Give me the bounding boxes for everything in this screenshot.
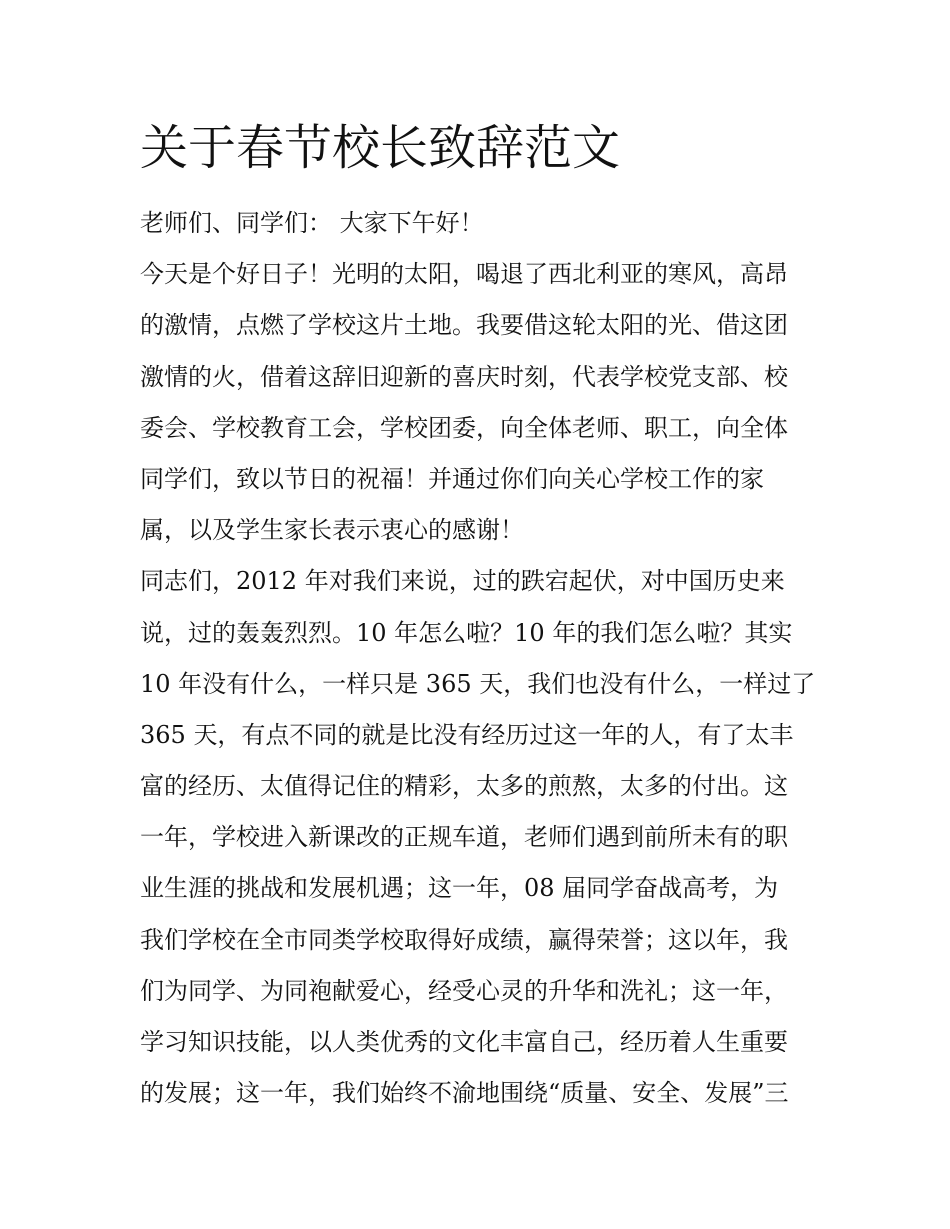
paragraph-new-year-wishes xyxy=(140,249,820,556)
text-line: 同学们，致以节日的祝福！并通过你们向关心学校工作的家 xyxy=(140,464,764,493)
text-line: 富的经历、太值得记住的精彩，太多的煎熬，太多的付出。这 xyxy=(140,772,788,801)
text-line: 今天是个好日子！光明的太阳，喝退了西北利亚的寒风，高昂 xyxy=(140,260,788,289)
document-title: 关于春节校长致辞范文 xyxy=(140,120,621,176)
text-line: 激情的火，借着这辞旧迎新的喜庆时刻，代表学校党支部、校 xyxy=(140,362,788,391)
text-line: 业生涯的挑战和发展机遇；这一年，08 届同学奋战高考，为 xyxy=(140,874,779,903)
text-line: 的发展；这一年，我们始终不渝地围绕“质量、安全、发展”三 xyxy=(140,1079,789,1108)
document-body xyxy=(140,198,820,1119)
paragraph-year-review xyxy=(140,556,820,1119)
text-line: 一年，学校进入新课改的正规车道，老师们遇到前所未有的职 xyxy=(140,823,788,852)
paragraph-greeting xyxy=(140,198,820,249)
text-line: 们为同学、为同袍献爱心，经受心灵的升华和洗礼；这一年， xyxy=(140,976,788,1005)
text-line: 说，过的轰轰烈烈。10 年怎么啦？10 年的我们怎么啦？其实 xyxy=(140,618,793,647)
text-line: 委会、学校教育工会，学校团委，向全体老师、职工，向全体 xyxy=(140,413,788,442)
text-line: 学习知识技能，以人类优秀的文化丰富自己，经历着人生重要 xyxy=(140,1028,788,1056)
text-line: 同志们，2012 年对我们来说，过的跌宕起伏，对中国历史来 xyxy=(140,567,785,596)
text-line: 我们学校在全市同类学校取得好成绩，赢得荣誉；这以年，我 xyxy=(140,925,788,954)
text-line: 365 天，有点不同的就是比没有经历过这一年的人，有了太丰 xyxy=(140,720,794,749)
text-line: 的激情，点燃了学校这片土地。我要借这轮太阳的光、借这团 xyxy=(140,311,788,340)
text-line: 10 年没有什么，一样只是 365 天，我们也没有什么，一样过了 xyxy=(140,669,816,698)
text-line: 属，以及学生家长表示衷心的感谢！ xyxy=(140,516,524,545)
text-line: 老师们、同学们： 大家下午好！ xyxy=(140,209,484,237)
